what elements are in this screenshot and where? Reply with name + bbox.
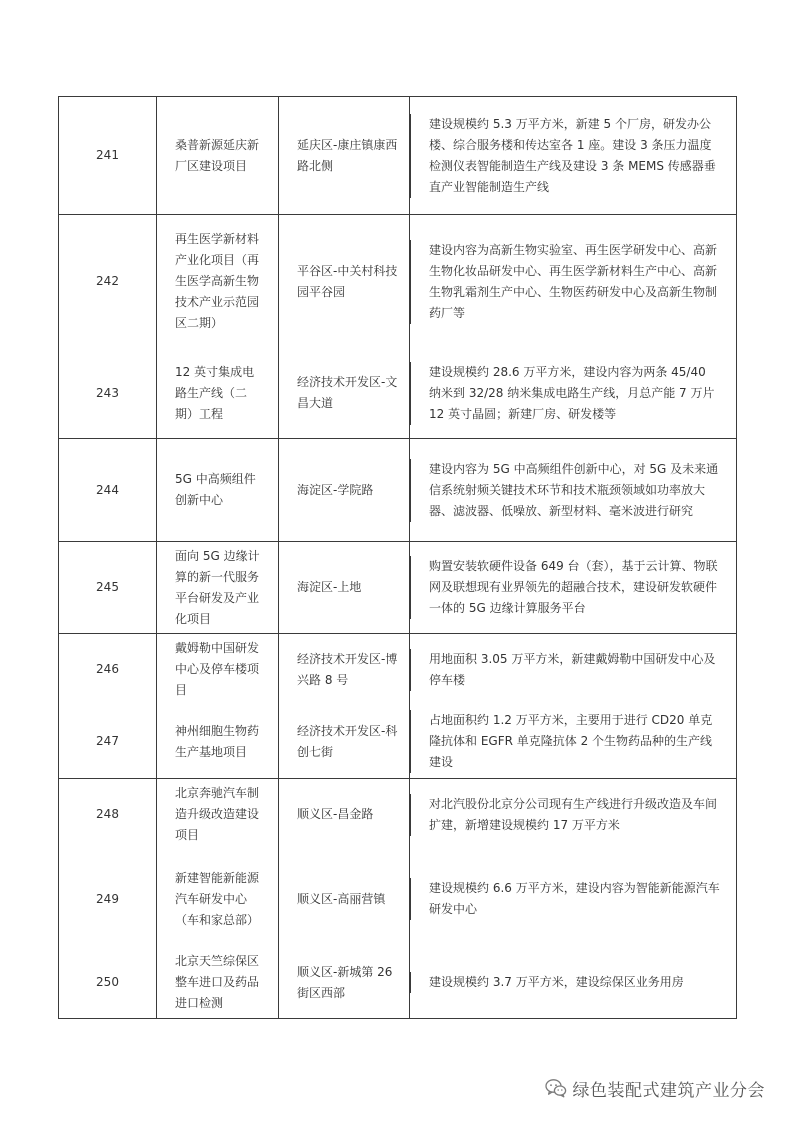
project-location: 海淀区-学院路 bbox=[279, 439, 410, 542]
project-description bbox=[410, 851, 737, 948]
project-description-text: 建设内容为 5G 中高频组件创新中心，对 5G 及未来通信系统射频关键技术环节和技术瓶颈领域如功率放大器、滤波器、低噪放、新型材料、毫米波进行研究 bbox=[410, 459, 720, 522]
project-description bbox=[410, 97, 737, 215]
table-row bbox=[59, 542, 737, 634]
project-location: 平谷区-中关村科技园平谷园 bbox=[279, 215, 410, 349]
row-number: 247 bbox=[59, 706, 157, 779]
project-table bbox=[58, 96, 737, 1019]
wechat-icon bbox=[545, 1078, 567, 1098]
project-description bbox=[410, 634, 737, 706]
project-location: 顺义区-高丽营镇 bbox=[279, 851, 410, 948]
footer-text: 绿色装配式建筑产业分会 bbox=[572, 1080, 765, 1101]
table-row bbox=[59, 779, 737, 851]
project-description bbox=[410, 542, 737, 634]
project-description-text: 建设规模约 6.6 万平方米，建设内容为智能新能源汽车研发中心 bbox=[410, 878, 720, 920]
project-location: 延庆区-康庄镇康西路北侧 bbox=[279, 97, 410, 215]
row-number: 249 bbox=[59, 851, 157, 948]
table-row bbox=[59, 215, 737, 349]
table-row bbox=[59, 634, 737, 706]
project-name: 新建智能新能源汽车研发中心（车和家总部） bbox=[157, 851, 279, 948]
footer-watermark bbox=[545, 1076, 766, 1100]
project-location: 顺义区-新城第 26 街区西部 bbox=[279, 948, 410, 1019]
project-description-text: 购置安装软硬件设备 649 台（套），基于云计算、物联网及联想现有业界领先的超融合技术，建设研发软硬件一体的 5G 边缘计算服务平台 bbox=[410, 556, 720, 619]
project-name: 桑普新源延庆新厂区建设项目 bbox=[157, 97, 279, 215]
project-description-text: 建设规模约 3.7 万平方米，建设综保区业务用房 bbox=[410, 972, 720, 993]
table-row bbox=[59, 349, 737, 439]
project-name: 12 英寸集成电路生产线（二期）工程 bbox=[157, 349, 279, 439]
project-description-text: 占地面积约 1.2 万平方米，主要用于进行 CD20 单克隆抗体和 EGFR 单克隆抗体 2 个生物药品种的生产线建设 bbox=[410, 710, 720, 773]
project-location: 海淀区-上地 bbox=[279, 542, 410, 634]
row-number: 241 bbox=[59, 97, 157, 215]
project-name: 面向 5G 边缘计算的新一代服务平台研发及产业化项目 bbox=[157, 542, 279, 634]
project-name: 戴姆勒中国研发中心及停车楼项目 bbox=[157, 634, 279, 706]
table-row bbox=[59, 439, 737, 542]
table-row bbox=[59, 97, 737, 215]
row-number: 244 bbox=[59, 439, 157, 542]
project-location: 经济技术开发区-博兴路 8 号 bbox=[279, 634, 410, 706]
row-number: 250 bbox=[59, 948, 157, 1019]
row-number: 246 bbox=[59, 634, 157, 706]
project-description-text: 对北汽股份北京分公司现有生产线进行升级改造及车间扩建，新增建设规模约 17 万平方米 bbox=[410, 794, 720, 836]
project-name: 神州细胞生物药生产基地项目 bbox=[157, 706, 279, 779]
project-name: 5G 中高频组件创新中心 bbox=[157, 439, 279, 542]
project-name: 再生医学新材料产业化项目（再生医学高新生物技术产业示范园区二期） bbox=[157, 215, 279, 349]
project-name: 北京奔驰汽车制造升级改造建设项目 bbox=[157, 779, 279, 851]
project-description bbox=[410, 439, 737, 542]
project-description-text: 用地面积 3.05 万平方米，新建戴姆勒中国研发中心及停车楼 bbox=[410, 649, 720, 691]
project-description-text: 建设规模约 28.6 万平方米，建设内容为两条 45/40 纳米到 32/28 纳米集成电路生产线，月总产能 7 万片 12 英寸晶圆；新建厂房、研发楼等 bbox=[410, 362, 720, 425]
row-number: 242 bbox=[59, 215, 157, 349]
project-description bbox=[410, 948, 737, 1019]
row-number: 248 bbox=[59, 779, 157, 851]
row-number: 243 bbox=[59, 349, 157, 439]
project-description-text: 建设规模约 5.3 万平方米，新建 5 个厂房，研发办公楼、综合服务楼和传达室各 1 座。建设 3 条压力温度检测仪表智能制造生产线及建设 3 条 MEMS 传感器垂直产业智能制造生产线 bbox=[410, 114, 720, 198]
table-row bbox=[59, 706, 737, 779]
project-name: 北京天竺综保区整车进口及药品进口检测 bbox=[157, 948, 279, 1019]
table-row bbox=[59, 948, 737, 1019]
project-description bbox=[410, 215, 737, 349]
table-row bbox=[59, 851, 737, 948]
project-description-text: 建设内容为高新生物实验室、再生医学研发中心、高新生物化妆品研发中心、再生医学新材料生产中心、高新生物乳霜剂生产中心、生物医药研发中心及高新生物制药厂等 bbox=[410, 240, 720, 324]
project-location: 经济技术开发区-科创七街 bbox=[279, 706, 410, 779]
row-number: 245 bbox=[59, 542, 157, 634]
project-description bbox=[410, 706, 737, 779]
project-location: 顺义区-昌金路 bbox=[279, 779, 410, 851]
project-description bbox=[410, 349, 737, 439]
project-location: 经济技术开发区-文昌大道 bbox=[279, 349, 410, 439]
project-description bbox=[410, 779, 737, 851]
